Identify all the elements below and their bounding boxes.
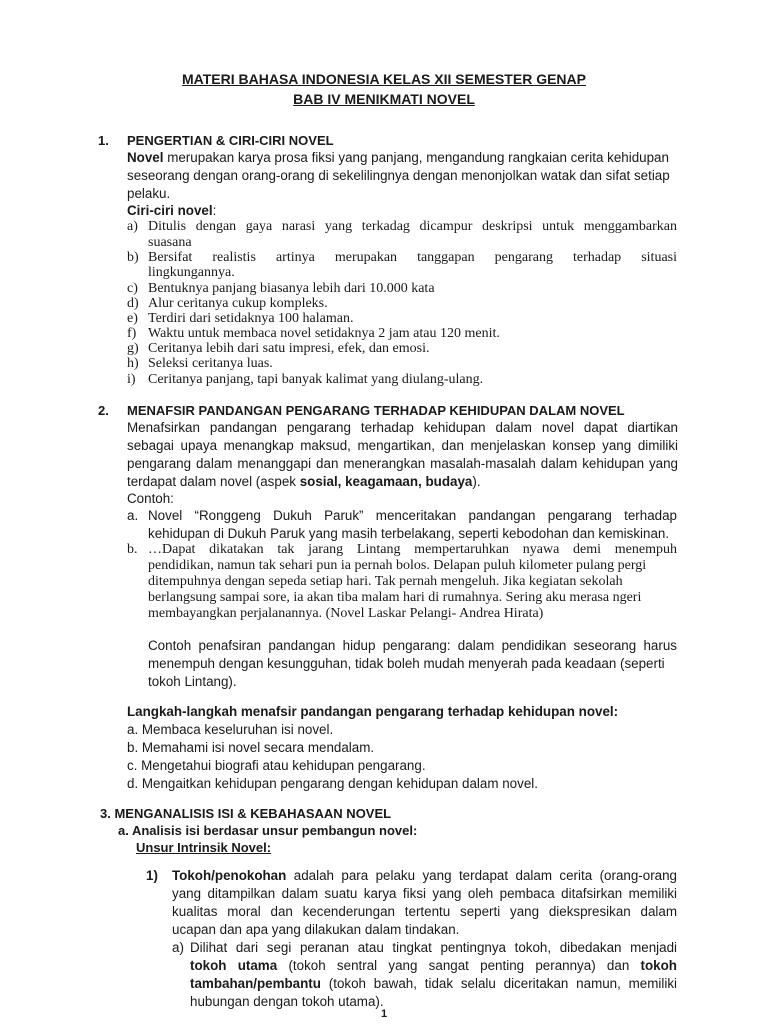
novel-definition-line-1: Novel merupakan karya prosa fiksi yang panjang, mengandung rangkaian cerita kehidupan [127,150,669,165]
chapter-title: BAB IV MENIKMATI NOVEL [293,91,475,107]
list-marker: b) [127,250,139,265]
interpretation-line: Contoh penafsiran pandangan hidup pengarang: dalam pendidikan seseorang harus [148,638,677,653]
example-b-line: pendidikan, namun tak sehari pun ia pernah bolos. Delapan puluh kilometer pulang pergi [148,558,647,573]
section-2-paragraph-line: Menafsirkan pandangan pengarang terhadap kehidupan dalam novel dapat diartikan [127,420,678,435]
role-line: tambahan/pembantu (tokoh bawah, tidak selalu diceritakan namun, memiliki [190,976,677,991]
character-definition-line: ucapan dan apa yang dilakukan dalam tindakan. [172,922,460,937]
example-a-line: Novel “Ronggeng Dukuh Paruk” menceritakan pandangan pengarang terhadap [148,508,677,523]
section-2-paragraph-line: pengarang dalam menanggapi dan menerangkan masalah-masalah dalam kehidupan yang [127,456,678,471]
intrinsic-elements-heading: Unsur Intrinsik Novel: [136,840,272,855]
list-marker: a) [172,940,184,955]
list-item: Ditulis dengan gaya narasi yang terkadag dicampur deskripsi untuk menggambarkan [148,219,677,234]
step-item: c. Mengetahui biografi atau kehidupan pengarang. [127,758,426,773]
novel-definition-line-2: seseorang dengan orang-orang di sekelilingnya dengan menonjolkan watak dan sifat setiap [127,168,670,183]
list-item: Waktu untuk membaca novel setidaknya 2 jam atau 120 menit. [148,326,500,341]
character-definition-line: Tokoh/penokohan adalah para pelaku yang terdapat dalam cerita (orang-orang [172,868,677,883]
list-item: Alur ceritanya cukup kompleks. [148,296,328,311]
list-item: Ceritanya lebih dari satu impresi, efek, dan emosi. [148,341,430,356]
section-2-paragraph-line: terdapat dalam novel (aspek sosial, keagamaan, budaya). [127,474,481,489]
document-title: MATERI BAHASA INDONESIA KELAS XII SEMESTER GENAP [182,71,586,87]
list-item: Terdiri dari setidaknya 100 halaman. [148,311,354,326]
step-item: d. Mengaitkan kehidupan pengarang dengan kehidupan dalam novel. [127,776,538,791]
section-3-heading: 3. MENGANALISIS ISI & KEBAHASAAN NOVEL [100,806,392,821]
list-item: Bentuknya panjang biasanya lebih dari 10.000 kata [148,281,435,296]
list-item: Ceritanya panjang, tapi banyak kalimat yang diulang-ulang. [148,372,484,387]
subsection-a-heading: a. Analisis isi berdasar unsur pembangun novel: [118,823,418,838]
list-item-cont: lingkungannya. [148,265,235,280]
example-b-line: berlangsung sampai sore, ia akan tiba malam hari di rumahnya. Sering aku merasa ngeri [148,590,642,605]
example-a-line: kehidupan di Dukuh Paruk yang masih terbelakang, seperti kebodohan dan kemiskinan. [148,526,670,541]
list-marker: a) [127,219,138,234]
role-line: Dilihat dari segi peranan atau tingkat pentingnya tokoh, dibedakan menjadi [190,940,677,955]
list-marker: b. [127,542,138,557]
novel-definition-line-3: pelaku. [127,186,171,201]
character-definition-line: kualitas moral dan kecenderungan tertentu seperti yang diekspresikan dalam [172,904,677,919]
step-item: b. Memahami isi novel secara mendalam. [127,740,375,755]
list-marker: c) [127,281,138,296]
list-marker: f) [127,326,137,341]
list-item: Seleksi ceritanya luas. [148,356,273,371]
section-1-heading: PENGERTIAN & CIRI-CIRI NOVEL [127,133,334,148]
list-marker: 1) [146,868,158,883]
interpretation-line: menempuh dengan kesungguhan, tidak boleh mudah menyerah pada keadaan (seperti [148,656,665,671]
page-number: 1 [380,1008,388,1020]
list-marker: g) [127,341,139,356]
list-marker: d) [127,296,139,311]
list-item-cont: suasana [148,235,192,250]
list-marker: a. [127,508,139,523]
step-item: a. Membaca keseluruhan isi novel. [127,722,334,737]
role-line: tokoh utama (tokoh sentral yang sangat penting perannya) dan tokoh [190,958,677,973]
section-1-number: 1. [98,133,109,148]
contoh-label: Contoh: [127,491,174,506]
section-2-number: 2. [98,403,109,418]
section-2-paragraph-line: sebagai upaya menangkap maksud, mengartikan, dan menjelaskan konsep yang dimiliki [127,438,678,453]
steps-heading: Langkah-langkah menafsir pandangan pengarang terhadap kehidupan novel: [127,704,619,719]
ciri-label: Ciri-ciri novel: [127,203,217,218]
list-marker: h) [127,356,139,371]
list-item: Bersifat realistis artinya merupakan tanggapan pengarang terhadap situasi [148,250,677,265]
list-marker: i) [127,372,136,387]
section-2-heading: MENAFSIR PANDANGAN PENGARANG TERHADAP KEHIDUPAN DALAM NOVEL [127,403,625,418]
example-b-line: ditempuhnya dengan sepeda setiap hari. Tak pernah mengeluh. Jika kegiatan sekolah [148,574,623,589]
example-b-line: …Dapat dikatakan tak jarang Lintang mempertaruhkan nyawa demi menempuh [148,542,677,557]
character-definition-line: yang ditampilkan dalam suatu karya fiksi yang oleh pembaca ditafsirkan memiliki [172,886,677,901]
role-line: hubungan dengan tokoh utama). [190,994,384,1009]
example-b-line: membayangkan perjalanannya. (Novel Laskar Pelangi- Andrea Hirata) [148,606,544,621]
list-marker: e) [127,311,138,326]
interpretation-line: tokoh Lintang). [148,674,237,689]
